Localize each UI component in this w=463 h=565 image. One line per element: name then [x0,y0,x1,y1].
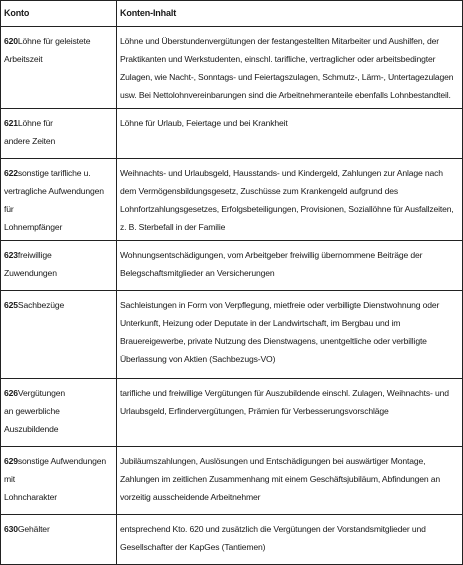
konto-number: 629 [4,456,18,466]
konto-cell [1,379,117,447]
header-konto: Konto [1,1,117,27]
table-row [1,447,463,515]
konto-content: Sachleistungen in Form von Verpflegung, mietfreie oder verbilligte Dienstwohnung oder Unterkunft, Heizung oder Deputate in der Landwirtschaft, im Bergbau und im Brauereigewerbe, private Nutzung des Dienstwagens, unentgeltliche oder verbilligte Überlassung von Aktien (Sachbezugs-VO) [117,291,463,379]
konto-name: sonstige tarifliche u. [17,168,91,178]
konto-content: Löhne für Urlaub, Feiertage und bei Krankheit [117,109,463,159]
konto-cell [1,515,117,565]
konto-content: Jubiläumszahlungen, Auslösungen und Entschädigungen bei auswärtiger Montage, Zahlungen im zeitlichen Zusammenhang mit einem Geschäftsjubiläum, Abfindungen an vorzeitig ausscheidende Arbeitnehmer [117,447,463,515]
konto-name-line: andere Zeiten [4,136,56,146]
konto-name-line: Lohncharakter [4,492,57,502]
konto-cell [1,27,117,109]
table-header-row [1,1,463,27]
konto-number: 626 [4,388,18,398]
table-row [1,291,463,379]
konto-name: Löhne für [17,118,53,128]
table-row [1,109,463,159]
table-row [1,27,463,109]
konto-content: tarifliche und freiwillige Vergütungen für Auszubildende einschl. Zulagen, Weihnachts- und Urlaubsgeld, Erfindervergütungen, Prämien für Verbesserungsvorschläge [117,379,463,447]
konto-name-line: vertragliche Aufwendungen für [4,186,104,214]
konto-number: 623 [4,250,18,260]
konto-number: 620 [4,36,18,46]
konto-cell [1,447,117,515]
konto-name: Vergütungen [17,388,65,398]
konto-name-line: an gewerbliche [4,406,60,416]
konto-name: sonstige Aufwendungen mit [4,456,107,484]
konto-content: entsprechend Kto. 620 und zusätzlich die Vergütungen der Vorstandsmitglieder und Gesellschafter der KapGes (Tantiemen) [117,515,463,565]
header-konten-inhalt: Konten-Inhalt [117,1,463,27]
konto-number: 625 [4,300,18,310]
konto-name-line: Zuwendungen [4,268,57,278]
konto-cell [1,241,117,291]
konto-cell [1,109,117,159]
konto-number: 622 [4,168,18,178]
konto-content: Löhne und Überstundenvergütungen der festangestellten Mitarbeiter und Aushilfen, der Praktikanten und Werkstudenten, einschl. tarifliche, vertraglicher oder arbeitsbedingter Zulagen, wie Nacht-, Sonntags- und Feiertagszulagen, Schmutz-, Lärm-, Untertagezulagen usw. Bei Nettolohnvereinbarungen sind die Arbeitnehmeranteile ebenfalls Lohnbestandteil. [117,27,463,109]
konto-number: 630 [4,524,18,534]
konto-name: Gehälter [17,524,50,534]
konto-number: 621 [4,118,18,128]
konto-cell [1,159,117,241]
table-row [1,159,463,241]
konto-cell [1,291,117,379]
table-row [1,241,463,291]
table-row [1,379,463,447]
konto-name-line: Auszubildende [4,424,59,434]
konto-name: Löhne für geleistete Arbeitszeit [4,36,91,64]
table-row [1,515,463,565]
konto-content: Wohnungsentschädigungen, vom Arbeitgeber freiwillig übernommene Beiträge der Belegschaftsmitglieder an Versicherungen [117,241,463,291]
konto-name-line: Lohnempfänger [4,222,63,232]
konto-name: freiwillige [17,250,52,260]
konto-content: Weihnachts- und Urlaubsgeld, Hausstands- und Kindergeld, Zahlungen zur Anlage nach dem Vermögensbildungsgesetz, Zuschüsse zum Krankengeld aufgrund des Lohnfortzahlungsgesetzes, Erfolgsbeteiligungen, Provisionen, Soziallöhne für Ausfallzeiten, z. B. Sterbefall in der Familie [117,159,463,241]
konto-name: Sachbezüge [17,300,65,310]
